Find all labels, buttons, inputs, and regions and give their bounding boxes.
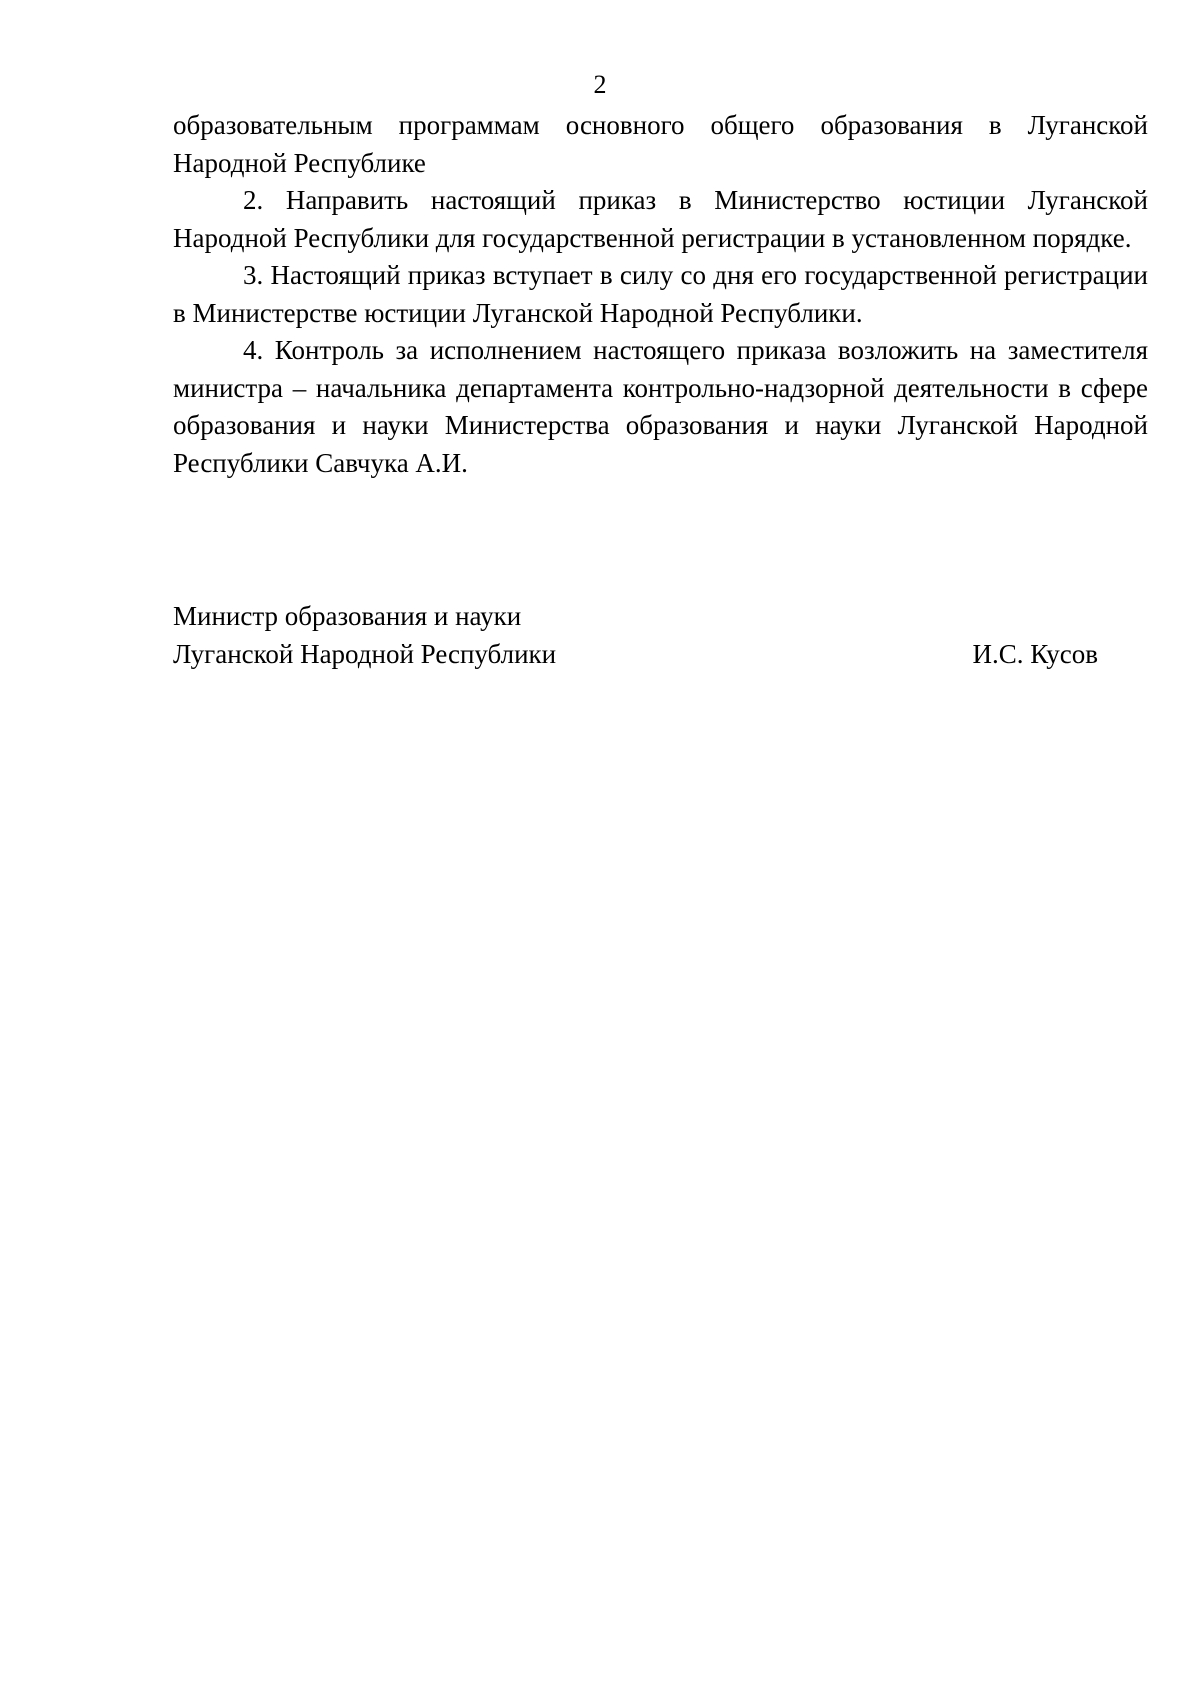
document-body	[173, 107, 1148, 482]
signatory-name: И.С. Кусов	[972, 638, 1098, 669]
signature-block	[173, 598, 1098, 673]
paragraph-continuation: образовательным программам основного общего образования в Луганской Народной Республике	[173, 110, 1148, 178]
paragraph-item-2: 2. Направить настоящий приказ в Министерство юстиции Луганской Народной Республики для государственной регистрации в установленном порядке.	[173, 185, 1148, 253]
signatory-position: Министр образования и науки	[173, 601, 522, 631]
paragraph-item-3: 3. Настоящий приказ вступает в силу со дня его государственной регистрации в Министерстве юстиции Луганской Народной Республики.	[173, 260, 1148, 328]
signature-line-1	[173, 598, 1098, 636]
signatory-organization: Луганской Народной Республики	[173, 638, 557, 669]
signature-line-2	[173, 636, 1098, 674]
paragraph-item-4: 4. Контроль за исполнением настоящего приказа возложить на заместителя министра – начальника департамента контрольно-надзорной деятельности в сфере образования и науки Министерства образования и науки Луганской Народной Республики Савчука А.И.	[173, 335, 1148, 478]
page-number: 2	[593, 70, 607, 99]
